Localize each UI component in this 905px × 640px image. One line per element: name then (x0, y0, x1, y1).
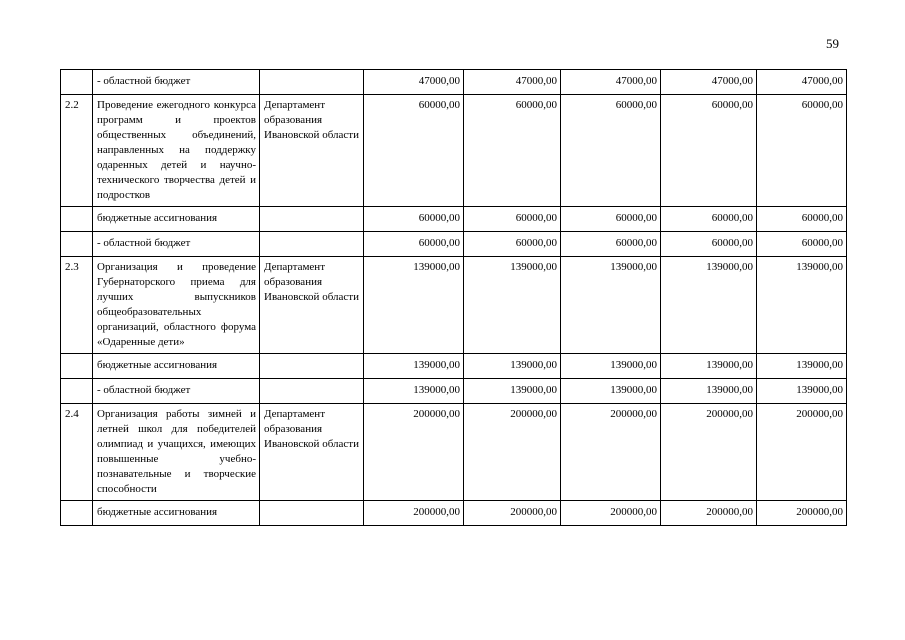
executor-cell (260, 354, 364, 379)
table-row (61, 404, 847, 501)
budget-table (60, 69, 847, 526)
amount-cell: 139000,00 (364, 379, 464, 404)
amount-cell: 139000,00 (364, 257, 464, 354)
table-row (61, 354, 847, 379)
executor-cell (260, 207, 364, 232)
row-number-cell: 2.4 (61, 404, 93, 501)
row-number-cell (61, 207, 93, 232)
executor-cell (260, 379, 364, 404)
amount-cell: 60000,00 (561, 95, 661, 207)
table-row (61, 207, 847, 232)
amount-cell: 60000,00 (661, 232, 757, 257)
amount-cell: 200000,00 (661, 501, 757, 526)
executor-cell (260, 501, 364, 526)
amount-cell: 60000,00 (757, 232, 847, 257)
amount-cell: 139000,00 (364, 354, 464, 379)
row-number-cell (61, 501, 93, 526)
amount-cell: 139000,00 (661, 257, 757, 354)
amount-cell: 60000,00 (757, 207, 847, 232)
amount-cell: 60000,00 (364, 95, 464, 207)
row-number-cell (61, 379, 93, 404)
amount-cell: 60000,00 (561, 207, 661, 232)
amount-cell: 47000,00 (757, 70, 847, 95)
row-number-cell (61, 354, 93, 379)
label-cell: - областной бюджет (93, 70, 260, 95)
amount-cell: 47000,00 (661, 70, 757, 95)
amount-cell: 200000,00 (561, 501, 661, 526)
amount-cell: 60000,00 (561, 232, 661, 257)
amount-cell: 200000,00 (464, 404, 561, 501)
label-cell: - областной бюджет (93, 379, 260, 404)
row-number-cell: 2.2 (61, 95, 93, 207)
row-number-cell (61, 70, 93, 95)
amount-cell: 60000,00 (464, 232, 561, 257)
amount-cell: 139000,00 (561, 257, 661, 354)
description-cell: Организация и проведение Губернаторского приема для лучших выпускников общеобразовательных организаций, областного форума «Одаренные дети» (93, 257, 260, 354)
amount-cell: 47000,00 (561, 70, 661, 95)
amount-cell: 200000,00 (364, 501, 464, 526)
amount-cell: 139000,00 (757, 257, 847, 354)
amount-cell: 200000,00 (464, 501, 561, 526)
amount-cell: 200000,00 (757, 404, 847, 501)
table-row (61, 232, 847, 257)
page-number: 59 (826, 36, 839, 51)
executor-cell (260, 70, 364, 95)
executor-cell (260, 232, 364, 257)
amount-cell: 139000,00 (464, 257, 561, 354)
executor-cell: Департамент образования Ивановской области (260, 257, 364, 354)
table-row (61, 95, 847, 207)
table-row (61, 501, 847, 526)
amount-cell: 60000,00 (364, 232, 464, 257)
description-cell: Проведение ежегодного конкурса программ и проектов общественных объединений, направленных на поддержку одаренных детей и научно-технического творчества детей и подростков (93, 95, 260, 207)
label-cell: бюджетные ассигнования (93, 207, 260, 232)
amount-cell: 60000,00 (464, 207, 561, 232)
amount-cell: 47000,00 (364, 70, 464, 95)
label-cell: бюджетные ассигнования (93, 501, 260, 526)
table-row (61, 379, 847, 404)
amount-cell: 139000,00 (661, 354, 757, 379)
amount-cell: 60000,00 (757, 95, 847, 207)
row-number-cell: 2.3 (61, 257, 93, 354)
amount-cell: 139000,00 (464, 379, 561, 404)
amount-cell: 139000,00 (661, 379, 757, 404)
table-row (61, 257, 847, 354)
amount-cell: 200000,00 (561, 404, 661, 501)
label-cell: - областной бюджет (93, 232, 260, 257)
amount-cell: 60000,00 (661, 207, 757, 232)
row-number-cell (61, 232, 93, 257)
amount-cell: 139000,00 (561, 379, 661, 404)
amount-cell: 200000,00 (364, 404, 464, 501)
amount-cell: 139000,00 (561, 354, 661, 379)
table-row (61, 70, 847, 95)
amount-cell: 200000,00 (757, 501, 847, 526)
amount-cell: 60000,00 (661, 95, 757, 207)
amount-cell: 139000,00 (757, 354, 847, 379)
amount-cell: 60000,00 (364, 207, 464, 232)
executor-cell: Департамент образования Ивановской области (260, 95, 364, 207)
amount-cell: 139000,00 (757, 379, 847, 404)
executor-cell: Департамент образования Ивановской области (260, 404, 364, 501)
description-cell: Организация работы зимней и летней школ для победителей олимпиад и учащихся, имеющих повышенные учебно-познавательные и творческие способности (93, 404, 260, 501)
table-body (61, 70, 847, 526)
amount-cell: 139000,00 (464, 354, 561, 379)
amount-cell: 200000,00 (661, 404, 757, 501)
amount-cell: 60000,00 (464, 95, 561, 207)
label-cell: бюджетные ассигнования (93, 354, 260, 379)
amount-cell: 47000,00 (464, 70, 561, 95)
